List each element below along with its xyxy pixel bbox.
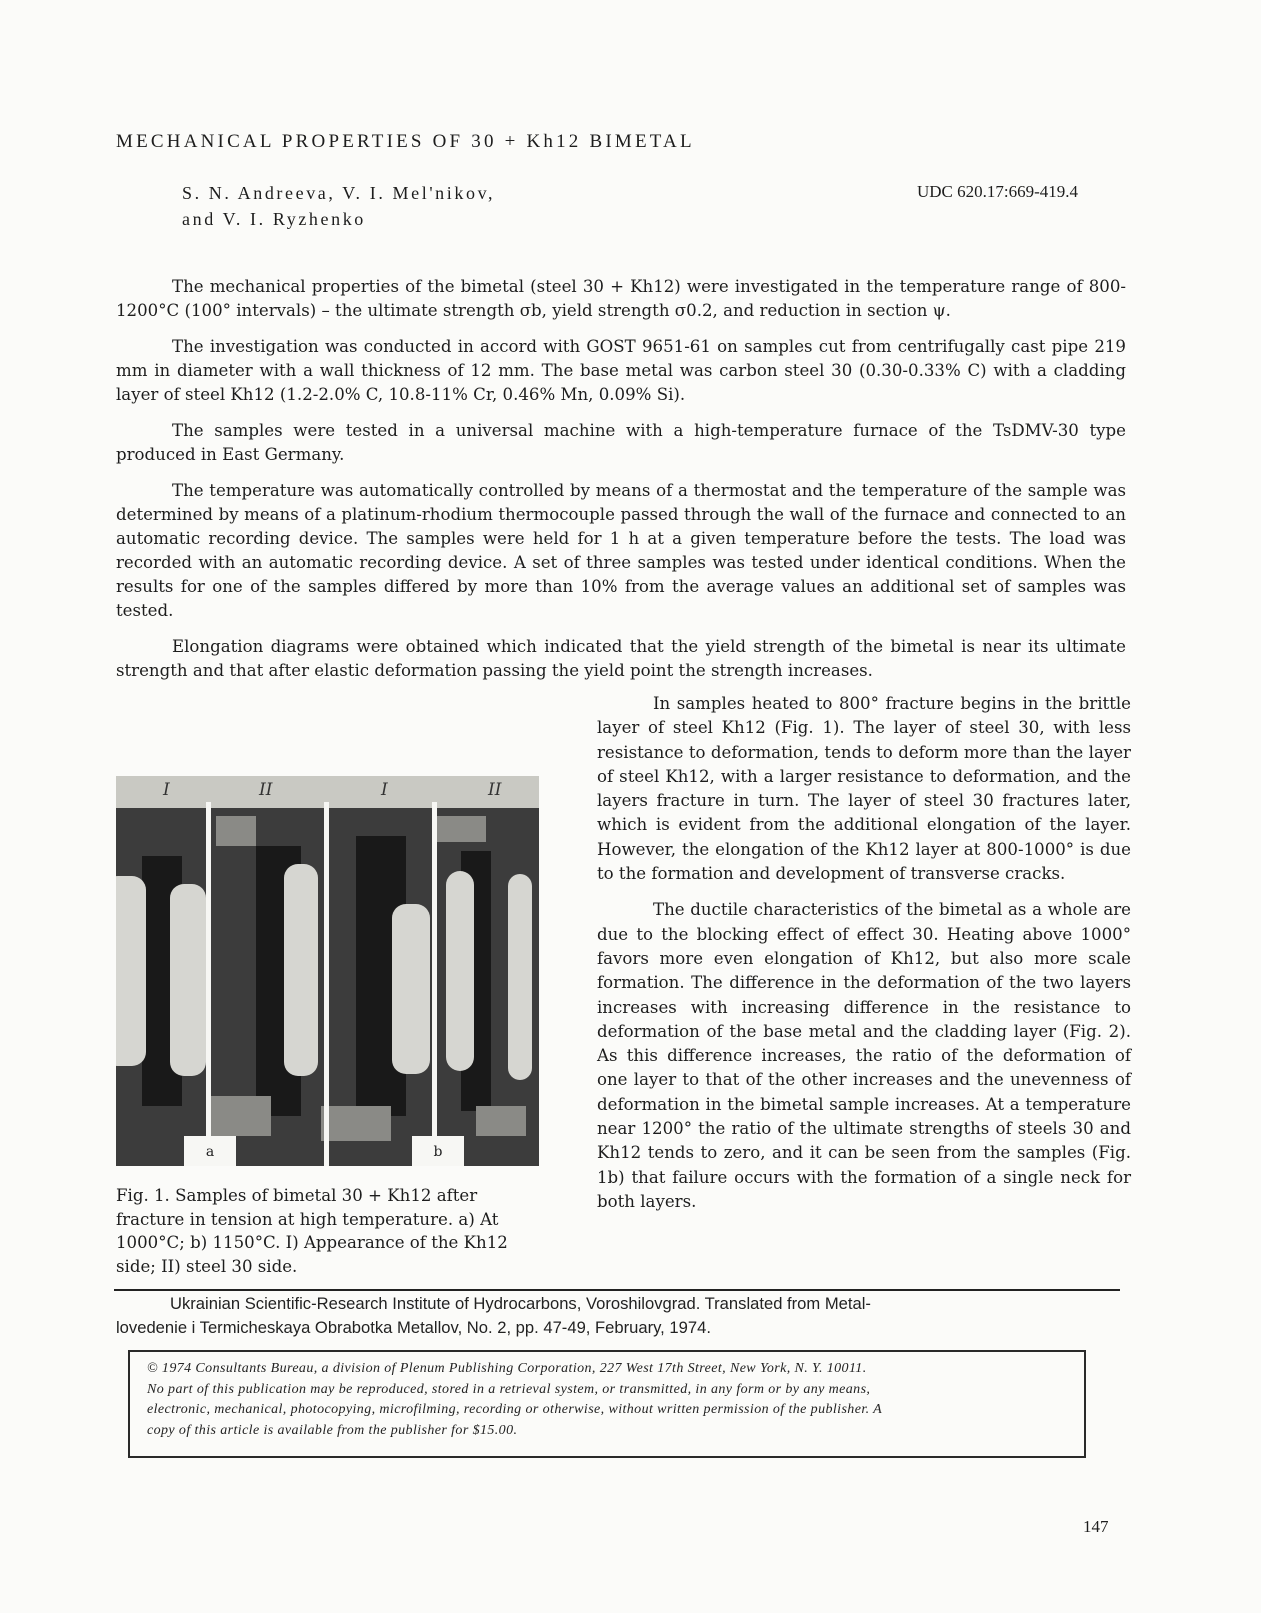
copyright-notice — [128, 1350, 1086, 1458]
texture-speck — [216, 816, 256, 846]
figure-divider — [206, 802, 211, 1166]
copyright-line-3: electronic, mechanical, photocopying, microfilming, recording or otherwise, without written permission of the publisher. A — [147, 1402, 883, 1417]
texture-speck — [436, 816, 486, 842]
figure-label-ii-a: II — [259, 780, 273, 800]
page-number: 147 — [1083, 1517, 1109, 1536]
authors — [182, 180, 495, 232]
figure-tag-b: b — [412, 1136, 464, 1166]
paragraph-3: The samples were tested in a universal machine with a high-temperature furnace of the TsDMV-30 type produced in East Germany. — [116, 421, 1126, 464]
sample-bar — [284, 864, 318, 1076]
sample-bar — [508, 874, 532, 1080]
right-paragraph-1: In samples heated to 800° fracture begins in the brittle layer of steel Kh12 (Fig. 1). The layer of steel 30, with less resistance to deformation, tends to deform more than the layer of steel Kh12, with a larger resistance to deformation, and the layers fracture in turn. The layer of steel 30 fractures later, which is evident from the additional elongation of the layer. However, the elongation of the Kh12 layer at 800-1000° is due to the formation and development of transverse cracks. — [597, 694, 1131, 884]
footnote-rule — [114, 1289, 1120, 1291]
copyright-line-2: No part of this publication may be reproduced, stored in a retrieval system, or transmitted, in any form or by any means, — [147, 1381, 871, 1397]
sample-bar — [446, 871, 474, 1071]
article-title: MECHANICAL PROPERTIES OF 30 + Kh12 BIMETAL — [116, 131, 695, 152]
footnote — [116, 1292, 1126, 1340]
figure-label-i-b: I — [381, 780, 388, 800]
sample-bar — [170, 884, 206, 1076]
sample-bar — [392, 904, 430, 1074]
authors-line-2: and V. I. Ryzhenko — [182, 209, 366, 229]
copyright-line-4: copy of this article is available from the publisher for $15.00. — [147, 1422, 518, 1438]
sample-bar — [116, 876, 146, 1066]
udc-code: UDC 620.17:669-419.4 — [917, 182, 1079, 201]
figure-divider — [432, 802, 437, 1166]
paragraph-2: The investigation was conducted in accord with GOST 9651-61 on samples cut from centrifugally cast pipe 219 mm in diameter with a wall thickness of 12 mm. The base metal was carbon steel 30 (0.30-0.33% C) with a cladding layer of steel Kh12 (1.2-2.0% C, 10.8-11% Cr, 0.46% Mn, 0.09% Si). — [116, 337, 1126, 404]
figure-divider — [324, 802, 329, 1166]
figure-label-ii-b: II — [488, 780, 502, 800]
texture-speck — [211, 1096, 271, 1136]
paragraph-4: The temperature was automatically controlled by means of a thermostat and the temperature of the sample was determined by means of a platinum-rhodium thermocouple passed through the wall of the furnace and connected to an automatic recording device. The samples were held for 1 h at a given temperature before the tests. The load was recorded with an automatic recording device. A set of three samples was tested under identical conditions. When the results for one of the samples differed by more than 10% from the average values an additional set of samples was tested. — [116, 481, 1126, 620]
footnote-line-2: lovedenie i Termicheskaya Obrabotka Metallov, No. 2, pp. 47-49, February, 1974. — [116, 1318, 711, 1337]
figure-label-i-a: I — [163, 780, 170, 800]
texture-speck — [321, 1106, 391, 1141]
figure-1-photo — [116, 776, 539, 1166]
figure-caption: Fig. 1. Samples of bimetal 30 + Kh12 after fracture in tension at high temperature. a) At 1000°C; b) 1150°C. I) Appearance of the Kh12 side; II) steel 30 side. — [116, 1186, 508, 1276]
paragraph-1: The mechanical properties of the bimetal (steel 30 + Kh12) were investigated in the temperature range of 800-1200°C (100° intervals) – the ultimate strength σb, yield strength σ0.2, and reduction in section ψ. — [116, 277, 1126, 320]
paragraph-5: Elongation diagrams were obtained which indicated that the yield strength of the bimetal is near its ultimate strength and that after elastic deformation passing the yield point the strength increases. — [116, 637, 1126, 680]
body-text — [116, 275, 1126, 683]
texture-speck — [476, 1106, 526, 1136]
figure-tag-a: a — [184, 1136, 236, 1166]
right-paragraph-2: The ductile characteristics of the bimetal as a whole are due to the blocking effect of effect 30. Heating above 1000° favors more even elongation of Kh12, but also more scale formation. The difference in the deformation of the two layers increases with increasing difference in the resistance to deformation of the base metal and the cladding layer (Fig. 2). As this difference increases, the ratio of the deformation of one layer to that of the other increases and the unevenness of deformation in the bimetal sample increases. At a temperature near 1200° the ratio of the ultimate strengths of steels 30 and Kh12 tends to zero, and it can be seen from the samples (Fig. 1b) that failure occurs with the formation of a single neck for both layers. — [597, 900, 1131, 1211]
copyright-line-1: © 1974 Consultants Bureau, a division of Plenum Publishing Corporation, 227 West 17th Street, New York, N. Y. 10011. — [147, 1361, 867, 1376]
footnote-line-1: Ukrainian Scientific-Research Institute of Hydrocarbons, Voroshilovgrad. Translated from Metal- — [170, 1294, 871, 1313]
authors-line-1: S. N. Andreeva, V. I. Mel'nikov, — [182, 183, 496, 203]
right-column — [597, 692, 1131, 1226]
